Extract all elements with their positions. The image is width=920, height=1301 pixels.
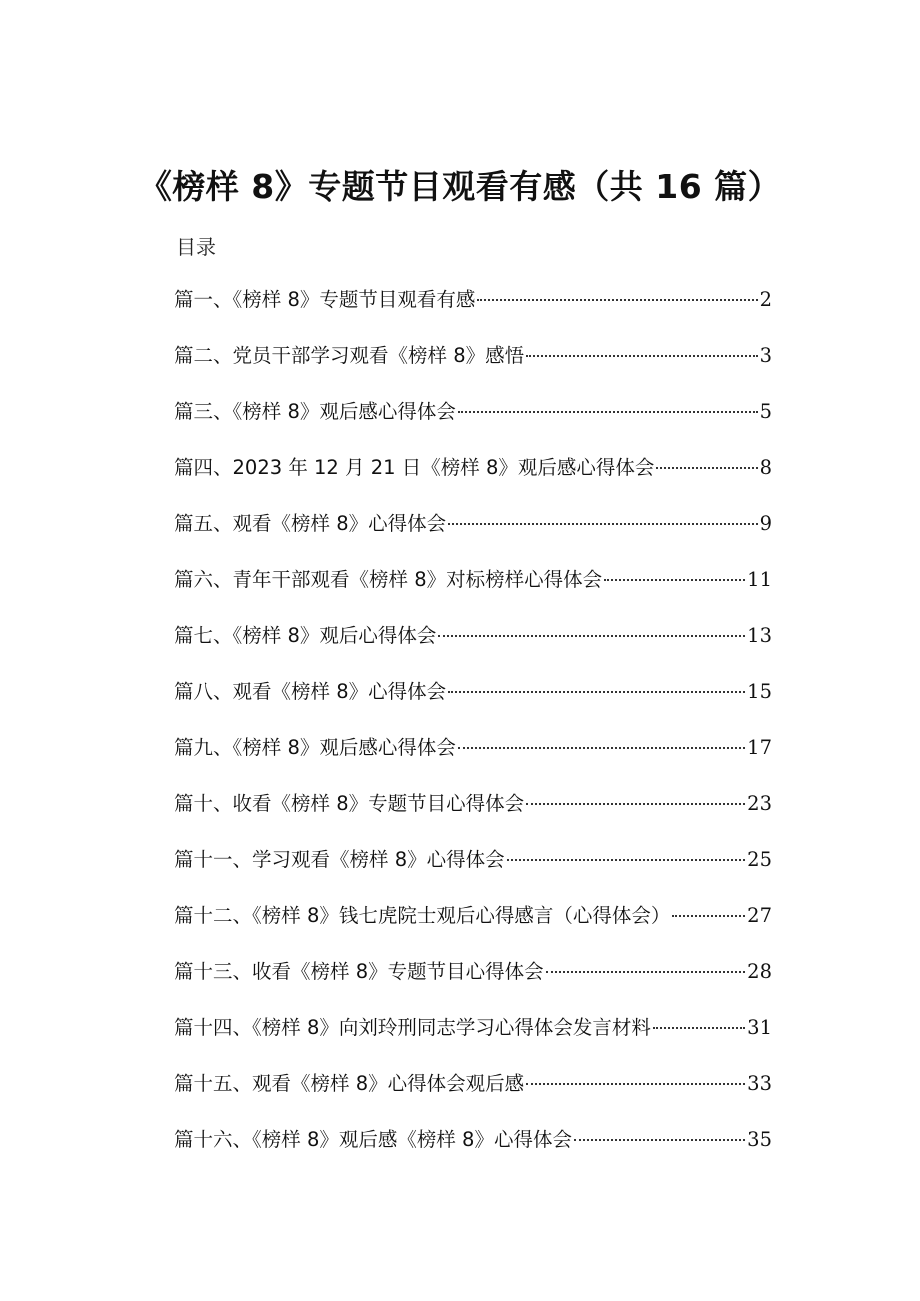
toc-entry-label: 篇十二、《榜样 8》钱七虎院士观后心得感言（心得体会） [174,904,671,927]
toc-page-number: 25 [747,848,772,871]
dot-leader [526,355,757,357]
toc-entry-16[interactable] [174,1125,772,1181]
toc-page-number: 3 [759,344,772,367]
dot-leader [477,299,757,301]
toc-entry-14[interactable] [174,1013,772,1069]
dot-leader [438,635,745,637]
toc-entry-2[interactable] [174,341,772,397]
toc-entry-label: 篇七、《榜样 8》观后心得体会 [174,624,437,647]
dot-leader [458,411,758,413]
toc-entry-13[interactable] [174,957,772,1013]
dot-leader [653,1027,745,1029]
toc-heading: 目录 [176,235,216,259]
dot-leader [448,691,745,693]
toc-page-number: 15 [747,680,772,703]
dot-leader [526,1083,745,1085]
toc-entry-10[interactable] [174,789,772,845]
toc-entry-11[interactable] [174,845,772,901]
dot-leader [604,579,745,581]
toc-page-number: 13 [747,624,772,647]
toc-page-number: 35 [747,1128,772,1151]
toc-entry-7[interactable] [174,621,772,677]
toc-page-number: 31 [747,1016,772,1039]
toc-entry-6[interactable] [174,565,772,621]
toc-entry-15[interactable] [174,1069,772,1125]
toc-entry-label: 篇八、观看《榜样 8》心得体会 [174,680,447,703]
table-of-contents [174,285,772,1181]
toc-page-number: 17 [747,736,772,759]
toc-entry-label: 篇十三、收看《榜样 8》专题节目心得体会 [174,960,544,983]
toc-page-number: 8 [759,456,772,479]
dot-leader [526,803,745,805]
toc-entry-3[interactable] [174,397,772,453]
toc-entry-label: 篇二、党员干部学习观看《榜样 8》感悟 [174,344,525,367]
toc-entry-label: 篇十五、观看《榜样 8》心得体会观后感 [174,1072,525,1095]
toc-page-number: 5 [759,400,772,423]
toc-entry-9[interactable] [174,733,772,789]
dot-leader [458,747,745,749]
toc-entry-12[interactable] [174,901,772,957]
toc-entry-label: 篇六、青年干部观看《榜样 8》对标榜样心得体会 [174,568,603,591]
toc-page-number: 2 [759,288,772,311]
toc-entry-label: 篇一、《榜样 8》专题节目观看有感 [174,288,476,311]
toc-entry-4[interactable] [174,453,772,509]
toc-page-number: 33 [747,1072,772,1095]
toc-entry-1[interactable] [174,285,772,341]
toc-entry-label: 篇三、《榜样 8》观后感心得体会 [174,400,456,423]
document-title: 《榜样 8》专题节目观看有感（共 16 篇） [138,167,782,207]
toc-page-number: 9 [759,512,772,535]
toc-entry-label: 篇十六、《榜样 8》观后感《榜样 8》心得体会 [174,1128,572,1151]
toc-entry-label: 篇十四、《榜样 8》向刘玲刑同志学习心得体会发言材料 [174,1016,651,1039]
dot-leader [672,915,745,917]
toc-page-number: 27 [747,904,772,927]
toc-entry-label: 篇五、观看《榜样 8》心得体会 [174,512,447,535]
toc-entry-label: 篇十一、学习观看《榜样 8》心得体会 [174,848,505,871]
dot-leader [574,1139,745,1141]
toc-entry-5[interactable] [174,509,772,565]
dot-leader [656,467,757,469]
toc-entry-label: 篇九、《榜样 8》观后感心得体会 [174,736,456,759]
toc-page-number: 28 [747,960,772,983]
toc-entry-8[interactable] [174,677,772,733]
dot-leader [546,971,746,973]
toc-page-number: 23 [747,792,772,815]
dot-leader [448,523,757,525]
toc-entry-label: 篇四、2023 年 12 月 21 日《榜样 8》观后感心得体会 [174,456,655,479]
dot-leader [507,859,746,861]
toc-entry-label: 篇十、收看《榜样 8》专题节目心得体会 [174,792,525,815]
toc-page-number: 11 [747,568,772,591]
